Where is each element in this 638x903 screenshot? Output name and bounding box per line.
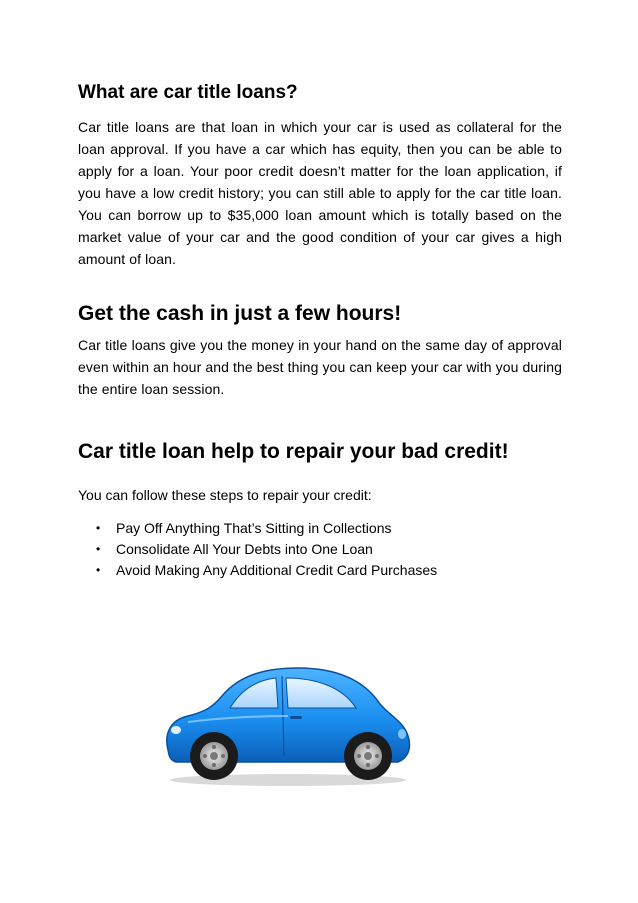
steps-list [78, 518, 562, 581]
list-item [96, 560, 562, 581]
car-taillight [398, 729, 406, 739]
car-illustration [158, 664, 414, 788]
list-item [96, 518, 562, 539]
car-headlight [171, 726, 181, 734]
car-icon [158, 664, 414, 788]
bullet-icon: • [96, 563, 101, 577]
list-item [96, 539, 562, 560]
car-rear-wheel [344, 732, 392, 780]
paragraph-get-the-cash: Car title loans give you the money in your hand on the same day of approval even within an hour and the best thing you can keep your car with you during the entire loan session. [78, 337, 562, 397]
bullet-icon: • [96, 521, 101, 535]
list-item-text: Pay Off Anything That’s Sitting in Collections [116, 520, 392, 536]
document-content [78, 80, 562, 581]
heading-get-the-cash: Get the cash in just a few hours! [78, 302, 402, 325]
paragraph-steps-intro: You can follow these steps to repair your credit: [78, 487, 372, 503]
paragraph-car-title-loans: Car title loans are that loan in which your car is used as collateral for the loan approval. If you have a car which has equity, then you can be able to apply for a loan. Your poor credit doesn’t matter for the loan application, if you have a low credit history; you can still able to apply for the car title loan. You can borrow up to $35,000 loan amount which is totally based on the market value of your car and the good condition of your car gives a high amount of loan. [78, 119, 562, 267]
car-door-handle [290, 716, 302, 719]
heading-repair-bad-credit: Car title loan help to repair your bad credit! [78, 440, 509, 463]
car-front-wheel [190, 732, 238, 780]
list-item-text: Avoid Making Any Additional Credit Card Purchases [116, 562, 438, 578]
heading-what-are-car-title-loans: What are car title loans? [78, 82, 298, 103]
bullet-icon: • [96, 542, 101, 556]
list-item-text: Consolidate All Your Debts into One Loan [116, 541, 373, 557]
